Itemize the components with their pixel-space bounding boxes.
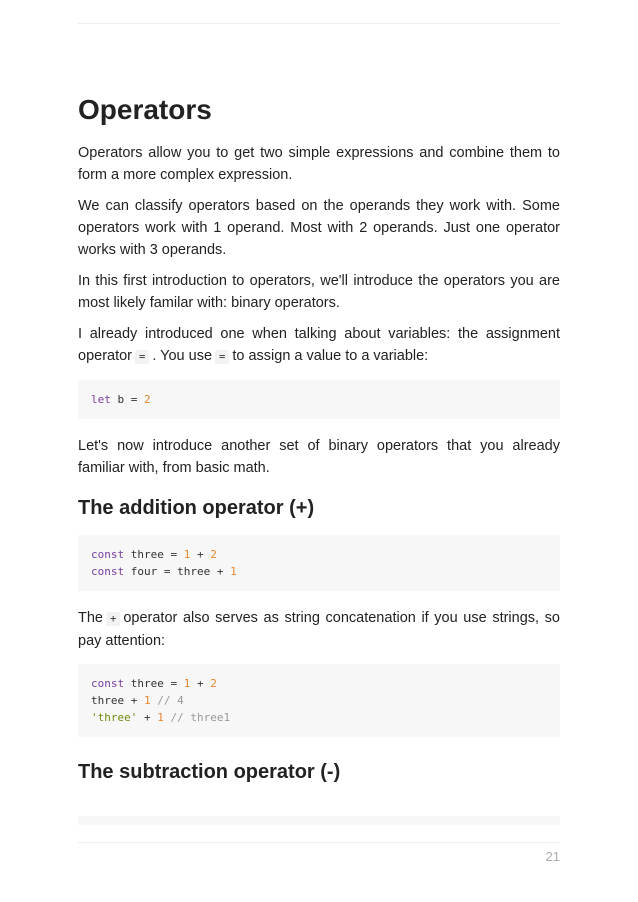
code-text: + xyxy=(190,548,211,561)
assignment-text-c: to assign a value to a variable: xyxy=(232,348,429,364)
code-block-addition xyxy=(78,535,560,591)
heading-subtraction: The subtraction operator (-) xyxy=(78,761,341,783)
code-block-subtraction-stub xyxy=(78,816,560,825)
concat-text-b: operator also serves as string concatenation if you use strings, so pay attention: xyxy=(78,610,560,649)
page-number: 21 xyxy=(545,849,560,864)
code-number: 1 xyxy=(183,548,191,561)
code-text: b = xyxy=(110,393,144,406)
code-text: three = xyxy=(124,677,184,690)
paragraph-assignment xyxy=(78,323,560,368)
code-block-concatenation xyxy=(78,664,560,737)
code-number: 2 xyxy=(210,548,217,561)
concat-text-a: The xyxy=(78,610,103,626)
paragraph-concatenation xyxy=(78,607,560,652)
code-text: + xyxy=(190,677,211,690)
code-number: 1 xyxy=(157,711,164,724)
inline-code-assign-2: = xyxy=(215,350,229,364)
paragraph-binary-math: Let's now introduce another set of binary operators that you already familiar with, from basic math. xyxy=(78,438,560,476)
code-text: + xyxy=(137,711,158,724)
code-number: 2 xyxy=(210,677,217,690)
code-keyword: const xyxy=(91,565,125,578)
code-comment: // 4 xyxy=(150,694,184,707)
code-text: three + xyxy=(91,694,144,707)
heading-addition: The addition operator (+) xyxy=(78,497,315,519)
inline-code-assign-1: = xyxy=(135,350,149,364)
code-string: 'three' xyxy=(91,711,138,724)
page-title: Operators xyxy=(78,94,212,125)
paragraph-intro: Operators allow you to get two simple expressions and combine them to form a more complex expression. xyxy=(78,145,560,183)
paragraph-binary-intro: In this first introduction to operators, we'll introduce the operators you are most likely familar with: binary operators. xyxy=(78,273,560,311)
code-number: 1 xyxy=(143,694,151,707)
code-number: 1 xyxy=(183,677,191,690)
code-number: 2 xyxy=(144,393,151,406)
paragraph-classify: We can classify operators based on the operands they work with. Some operators work with 1 operand. Most with 2 operands. Just one operator works with 3 operands. xyxy=(78,198,560,258)
code-comment: // three1 xyxy=(163,711,231,724)
page-content xyxy=(78,92,560,785)
header-rule xyxy=(78,23,560,24)
code-block-let xyxy=(78,380,560,419)
code-number: 1 xyxy=(230,565,237,578)
assignment-text-a: I already introduced one when talking about variables: the assignment operator xyxy=(78,326,560,364)
footer-rule xyxy=(78,842,560,843)
assignment-text-b: . You use xyxy=(152,348,213,364)
code-text: three = xyxy=(124,548,184,561)
code-keyword: const xyxy=(91,548,125,561)
code-keyword: const xyxy=(91,677,125,690)
code-text: four = three + xyxy=(124,565,231,578)
inline-code-plus: + xyxy=(106,612,120,626)
code-keyword: let xyxy=(91,393,111,406)
